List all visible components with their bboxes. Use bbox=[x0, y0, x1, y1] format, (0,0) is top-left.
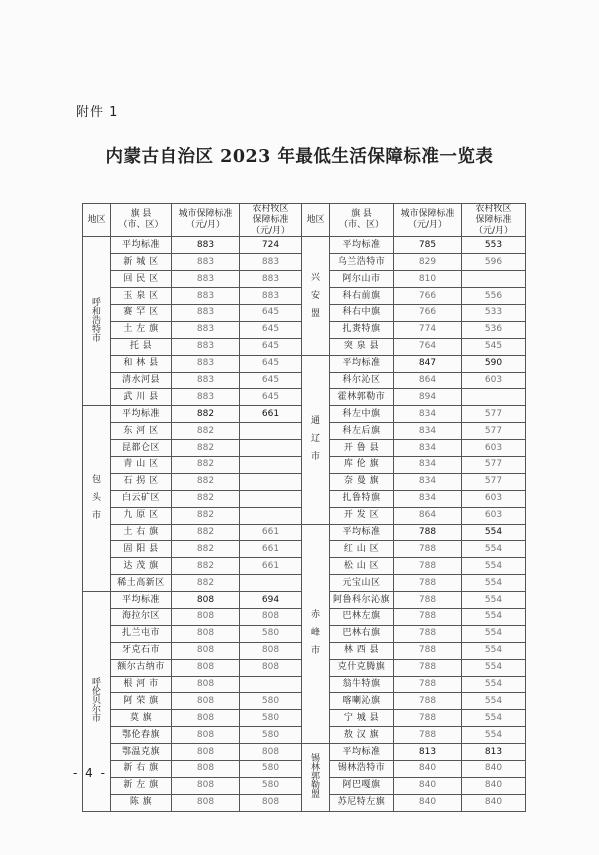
urban-value: 808 bbox=[172, 761, 240, 778]
rural-value: 883 bbox=[240, 254, 302, 271]
rural-value: 661 bbox=[240, 541, 302, 558]
county-name: 玉 泉 区 bbox=[111, 288, 172, 305]
county-name: 喀喇沁旗 bbox=[330, 693, 394, 710]
rural-value: 580 bbox=[240, 710, 302, 727]
header-urban: 城市保障标准 （元/月） bbox=[172, 204, 240, 237]
rural-value bbox=[240, 490, 302, 507]
rural-value: 840 bbox=[462, 777, 526, 794]
rural-value bbox=[462, 271, 526, 288]
urban-value: 883 bbox=[172, 355, 240, 372]
urban-value: 810 bbox=[394, 271, 462, 288]
county-name: 清水河县 bbox=[111, 372, 172, 389]
rural-value: 580 bbox=[240, 625, 302, 642]
county-name: 巴林右旗 bbox=[330, 625, 394, 642]
average-label: 平均标准 bbox=[330, 237, 394, 254]
urban-value: 808 bbox=[172, 693, 240, 710]
county-name: 九 原 区 bbox=[111, 507, 172, 524]
county-name: 敖 汉 旗 bbox=[330, 727, 394, 744]
urban-value: 788 bbox=[394, 693, 462, 710]
urban-value: 788 bbox=[394, 541, 462, 558]
rural-value: 580 bbox=[240, 761, 302, 778]
region-label: 包 头 市 bbox=[83, 406, 111, 592]
county-name: 额尔古纳市 bbox=[111, 659, 172, 676]
rural-value: 840 bbox=[462, 761, 526, 778]
county-name: 达 茂 旗 bbox=[111, 558, 172, 575]
county-name: 鄂伦春旗 bbox=[111, 727, 172, 744]
urban-value: 882 bbox=[172, 490, 240, 507]
rural-value: 661 bbox=[240, 406, 302, 423]
table-body bbox=[83, 237, 526, 811]
attachment-label: 附件 1 bbox=[76, 105, 119, 120]
county-name: 新 左 旗 bbox=[111, 777, 172, 794]
rural-value bbox=[240, 676, 302, 693]
urban-value: 788 bbox=[394, 592, 462, 609]
rural-value: 553 bbox=[462, 237, 526, 254]
county-name: 扎兰屯市 bbox=[111, 625, 172, 642]
urban-value: 788 bbox=[394, 524, 462, 541]
county-name: 红 山 区 bbox=[330, 541, 394, 558]
urban-value: 840 bbox=[394, 794, 462, 811]
urban-value: 788 bbox=[394, 727, 462, 744]
county-name: 白云矿区 bbox=[111, 490, 172, 507]
county-name: 科右前旗 bbox=[330, 288, 394, 305]
rural-value: 645 bbox=[240, 389, 302, 406]
rural-value: 554 bbox=[462, 710, 526, 727]
table-row bbox=[83, 355, 526, 372]
urban-value: 808 bbox=[172, 744, 240, 761]
rural-value: 883 bbox=[240, 288, 302, 305]
average-label: 平均标准 bbox=[111, 592, 172, 609]
county-name: 科右中旗 bbox=[330, 304, 394, 321]
urban-value: 834 bbox=[394, 456, 462, 473]
rural-value: 603 bbox=[462, 490, 526, 507]
county-name: 新 右 旗 bbox=[111, 761, 172, 778]
urban-value: 834 bbox=[394, 406, 462, 423]
county-name: 科左中旗 bbox=[330, 406, 394, 423]
county-name: 奈 曼 旗 bbox=[330, 473, 394, 490]
county-name: 东 河 区 bbox=[111, 423, 172, 440]
rural-value: 808 bbox=[240, 642, 302, 659]
rural-value bbox=[240, 473, 302, 490]
urban-value: 883 bbox=[172, 304, 240, 321]
urban-value: 808 bbox=[172, 659, 240, 676]
urban-value: 788 bbox=[394, 558, 462, 575]
average-label: 平均标准 bbox=[330, 355, 394, 372]
county-name: 新 城 区 bbox=[111, 254, 172, 271]
urban-value: 882 bbox=[172, 541, 240, 558]
rural-value: 645 bbox=[240, 338, 302, 355]
county-name: 科尔沁区 bbox=[330, 372, 394, 389]
county-name: 宁 城 县 bbox=[330, 710, 394, 727]
header-region: 地区 bbox=[302, 204, 330, 237]
urban-value: 829 bbox=[394, 254, 462, 271]
county-name: 石 拐 区 bbox=[111, 473, 172, 490]
county-name: 林 西 县 bbox=[330, 642, 394, 659]
region-label: 锡 林 郭 勒 盟 bbox=[302, 744, 330, 812]
rural-value: 554 bbox=[462, 693, 526, 710]
urban-value: 883 bbox=[172, 372, 240, 389]
rural-value: 603 bbox=[462, 507, 526, 524]
rural-value: 554 bbox=[462, 608, 526, 625]
rural-value bbox=[240, 575, 302, 592]
rural-value: 533 bbox=[462, 304, 526, 321]
urban-value: 788 bbox=[394, 659, 462, 676]
urban-value: 766 bbox=[394, 288, 462, 305]
page-number: - 4 - bbox=[73, 766, 107, 780]
county-name: 科左后旗 bbox=[330, 423, 394, 440]
rural-value: 808 bbox=[240, 794, 302, 811]
header-row bbox=[83, 204, 526, 237]
urban-value: 788 bbox=[394, 608, 462, 625]
urban-value: 788 bbox=[394, 575, 462, 592]
urban-value: 834 bbox=[394, 440, 462, 457]
county-name: 巴林左旗 bbox=[330, 608, 394, 625]
county-name: 霍林郭勒市 bbox=[330, 389, 394, 406]
rural-value: 580 bbox=[240, 727, 302, 744]
urban-value: 882 bbox=[172, 473, 240, 490]
urban-value: 808 bbox=[172, 625, 240, 642]
average-label: 平均标准 bbox=[330, 524, 394, 541]
urban-value: 813 bbox=[394, 744, 462, 761]
rural-value: 840 bbox=[462, 794, 526, 811]
region-label: 赤 峰 市 bbox=[302, 524, 330, 744]
rural-value: 577 bbox=[462, 406, 526, 423]
urban-value: 834 bbox=[394, 473, 462, 490]
county-name: 阿 荣 旗 bbox=[111, 693, 172, 710]
rural-value: 554 bbox=[462, 541, 526, 558]
header-urban: 城市保障标准 （元/月） bbox=[394, 204, 462, 237]
region-label: 呼 伦 贝 尔 市 bbox=[83, 592, 111, 812]
rural-value: 580 bbox=[240, 777, 302, 794]
county-name: 开 发 区 bbox=[330, 507, 394, 524]
county-name: 武 川 县 bbox=[111, 389, 172, 406]
urban-value: 808 bbox=[172, 777, 240, 794]
rural-value: 536 bbox=[462, 321, 526, 338]
rural-value: 645 bbox=[240, 304, 302, 321]
county-name: 阿尔山市 bbox=[330, 271, 394, 288]
county-name: 土 左 旗 bbox=[111, 321, 172, 338]
rural-value: 554 bbox=[462, 676, 526, 693]
county-name: 陈 旗 bbox=[111, 794, 172, 811]
rural-value: 661 bbox=[240, 558, 302, 575]
region-label: 呼 和 浩 特 市 bbox=[83, 237, 111, 406]
rural-value bbox=[240, 423, 302, 440]
county-name: 松 山 区 bbox=[330, 558, 394, 575]
urban-value: 883 bbox=[172, 389, 240, 406]
urban-value: 882 bbox=[172, 558, 240, 575]
county-name: 库 伦 旗 bbox=[330, 456, 394, 473]
county-name: 阿鲁科尔沁旗 bbox=[330, 592, 394, 609]
page-title: 内蒙古自治区 2023 年最低生活保障标准一览表 bbox=[105, 147, 494, 167]
urban-value: 808 bbox=[172, 794, 240, 811]
urban-value: 808 bbox=[172, 710, 240, 727]
urban-value: 882 bbox=[172, 423, 240, 440]
region-label: 通 辽 市 bbox=[302, 355, 330, 524]
urban-value: 808 bbox=[172, 592, 240, 609]
average-label: 平均标准 bbox=[111, 406, 172, 423]
rural-value: 554 bbox=[462, 592, 526, 609]
county-name: 翁牛特旗 bbox=[330, 676, 394, 693]
county-name: 元宝山区 bbox=[330, 575, 394, 592]
table-row bbox=[83, 524, 526, 541]
county-name: 昆都仑区 bbox=[111, 440, 172, 457]
county-name: 土 右 旗 bbox=[111, 524, 172, 541]
county-name: 根 河 市 bbox=[111, 676, 172, 693]
rural-value: 577 bbox=[462, 456, 526, 473]
rural-value: 694 bbox=[240, 592, 302, 609]
urban-value: 785 bbox=[394, 237, 462, 254]
county-name: 青 山 区 bbox=[111, 456, 172, 473]
county-name: 锡林浩特市 bbox=[330, 761, 394, 778]
rural-value: 808 bbox=[240, 659, 302, 676]
urban-value: 834 bbox=[394, 490, 462, 507]
county-name: 稀土高新区 bbox=[111, 575, 172, 592]
urban-value: 883 bbox=[172, 254, 240, 271]
rural-value: 590 bbox=[462, 355, 526, 372]
urban-value: 788 bbox=[394, 676, 462, 693]
county-name: 固 阳 县 bbox=[111, 541, 172, 558]
rural-value: 724 bbox=[240, 237, 302, 254]
rural-value: 554 bbox=[462, 575, 526, 592]
urban-value: 883 bbox=[172, 338, 240, 355]
rural-value: 645 bbox=[240, 355, 302, 372]
rural-value: 554 bbox=[462, 659, 526, 676]
header-county: 旗 县 （市、区） bbox=[111, 204, 172, 237]
rural-value: 554 bbox=[462, 625, 526, 642]
county-name: 阿巴嘎旗 bbox=[330, 777, 394, 794]
header-county: 旗 县 （市、区） bbox=[330, 204, 394, 237]
urban-value: 764 bbox=[394, 338, 462, 355]
urban-value: 894 bbox=[394, 389, 462, 406]
urban-value: 808 bbox=[172, 676, 240, 693]
header-region: 地区 bbox=[83, 204, 111, 237]
header-rural: 农村牧区 保障标准 （元/月） bbox=[240, 204, 302, 237]
urban-value: 766 bbox=[394, 304, 462, 321]
rural-value: 545 bbox=[462, 338, 526, 355]
rural-value: 554 bbox=[462, 558, 526, 575]
urban-value: 882 bbox=[172, 440, 240, 457]
county-name: 托 县 bbox=[111, 338, 172, 355]
county-name: 海拉尔区 bbox=[111, 608, 172, 625]
standards-table bbox=[82, 203, 526, 812]
county-name: 扎赉特旗 bbox=[330, 321, 394, 338]
urban-value: 808 bbox=[172, 608, 240, 625]
urban-value: 883 bbox=[172, 321, 240, 338]
county-name: 牙克石市 bbox=[111, 642, 172, 659]
urban-value: 774 bbox=[394, 321, 462, 338]
urban-value: 882 bbox=[172, 524, 240, 541]
urban-value: 840 bbox=[394, 761, 462, 778]
rural-value: 554 bbox=[462, 727, 526, 744]
county-name: 和 林 县 bbox=[111, 355, 172, 372]
urban-value: 883 bbox=[172, 271, 240, 288]
rural-value: 603 bbox=[462, 372, 526, 389]
urban-value: 882 bbox=[172, 507, 240, 524]
rural-value: 577 bbox=[462, 423, 526, 440]
rural-value: 808 bbox=[240, 608, 302, 625]
rural-value: 577 bbox=[462, 473, 526, 490]
rural-value bbox=[240, 440, 302, 457]
urban-value: 864 bbox=[394, 507, 462, 524]
county-name: 回 民 区 bbox=[111, 271, 172, 288]
rural-value: 596 bbox=[462, 254, 526, 271]
rural-value: 661 bbox=[240, 524, 302, 541]
rural-value: 603 bbox=[462, 440, 526, 457]
urban-value: 847 bbox=[394, 355, 462, 372]
county-name: 鄂温克旗 bbox=[111, 744, 172, 761]
rural-value: 645 bbox=[240, 321, 302, 338]
urban-value: 788 bbox=[394, 625, 462, 642]
county-name: 扎鲁特旗 bbox=[330, 490, 394, 507]
county-name: 突 泉 县 bbox=[330, 338, 394, 355]
urban-value: 788 bbox=[394, 642, 462, 659]
rural-value: 808 bbox=[240, 744, 302, 761]
urban-value: 882 bbox=[172, 406, 240, 423]
urban-value: 882 bbox=[172, 456, 240, 473]
rural-value: 554 bbox=[462, 642, 526, 659]
rural-value bbox=[240, 507, 302, 524]
region-label: 兴 安 盟 bbox=[302, 237, 330, 355]
county-name: 开 鲁 县 bbox=[330, 440, 394, 457]
rural-value: 554 bbox=[462, 524, 526, 541]
rural-value: 813 bbox=[462, 744, 526, 761]
county-name: 赛 罕 区 bbox=[111, 304, 172, 321]
urban-value: 883 bbox=[172, 288, 240, 305]
county-name: 莫 旗 bbox=[111, 710, 172, 727]
urban-value: 864 bbox=[394, 372, 462, 389]
urban-value: 883 bbox=[172, 237, 240, 254]
header-rural: 农村牧区 保障标准 （元/月） bbox=[462, 204, 526, 237]
table-row bbox=[83, 237, 526, 254]
rural-value: 580 bbox=[240, 693, 302, 710]
county-name: 克什克腾旗 bbox=[330, 659, 394, 676]
average-label: 平均标准 bbox=[111, 237, 172, 254]
county-name: 苏尼特左旗 bbox=[330, 794, 394, 811]
table-row bbox=[83, 744, 526, 761]
urban-value: 834 bbox=[394, 423, 462, 440]
rural-value bbox=[240, 456, 302, 473]
urban-value: 840 bbox=[394, 777, 462, 794]
rural-value bbox=[462, 389, 526, 406]
county-name: 乌兰浩特市 bbox=[330, 254, 394, 271]
urban-value: 788 bbox=[394, 710, 462, 727]
rural-value: 883 bbox=[240, 271, 302, 288]
rural-value: 556 bbox=[462, 288, 526, 305]
urban-value: 882 bbox=[172, 575, 240, 592]
urban-value: 808 bbox=[172, 727, 240, 744]
urban-value: 808 bbox=[172, 642, 240, 659]
average-label: 平均标准 bbox=[330, 744, 394, 761]
rural-value: 645 bbox=[240, 372, 302, 389]
